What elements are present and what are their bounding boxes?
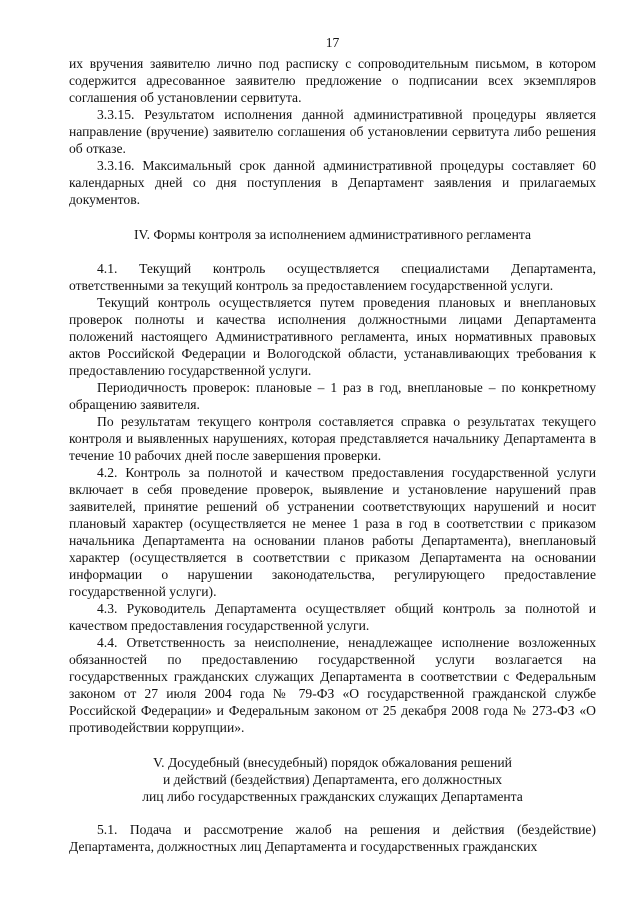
paragraph: 3.3.15. Результатом исполнения данной административной процедуры является направление (вручение) заявителю соглашения об установлении сервитута либо решения об отказе.	[69, 107, 596, 156]
section-5-title-line: и действий (бездействия) Департамента, его должностных	[162, 772, 503, 787]
section-5-title-line: V. Досудебный (внесудебный) порядок обжалования решений	[153, 755, 512, 770]
paragraph: 3.3.16. Максимальный срок данной административной процедуры составляет 60 календарных дней со дня поступления в Департамент заявления и прилагаемых документов.	[69, 158, 596, 207]
section-5-title-line: лиц либо государственных гражданских служащих Департамента	[142, 789, 523, 804]
paragraph: 4.2. Контроль за полнотой и качеством предоставления государственной услуги включает в себя проведение проверок, выявление и установление нарушений прав заявителей, принятие решений об устранении соответствующих нарушений и носит плановый характер (осуществляется не менее 1 раза в год в соответствии с приказом начальника Департамента на основании планов работы Департамента), внеплановый характер (осуществляется в соответствии с приказом Департамента на основании информации о нарушении законодательства, регулирующего предоставление государственной услуги).	[69, 465, 596, 599]
paragraph: 4.1. Текущий контроль осуществляется специалистами Департамента, ответственными за текущий контроль за предоставлением государственной услуги.	[69, 261, 596, 293]
paragraph: 5.1. Подача и рассмотрение жалоб на решения и действия (бездействие) Департамента, должностных лиц Департамента и государственных гражданских	[69, 822, 596, 854]
paragraph: их вручения заявителю лично под расписку с сопроводительным письмом, в котором содержится адресованное заявителю предложение о подписании всех экземпляров соглашения об установлении сервитута.	[69, 56, 596, 105]
paragraph: 4.3. Руководитель Департамента осуществляет общий контроль за полнотой и качеством предоставления государственной услуги.	[69, 601, 596, 633]
paragraph: Текущий контроль осуществляется путем проведения плановых и внеплановых проверок полноты и качества исполнения должностными лицами Департамента положений настоящего Административного регламента, иных нормативных правовых актов Российской Федерации и Вологодской области, устанавливающих требования к предоставлению государственной услуги.	[69, 295, 596, 378]
section-4-title: IV. Формы контроля за исполнением административного регламента	[134, 227, 531, 242]
paragraph: Периодичность проверок: плановые – 1 раз в год, внеплановые – по конкретному обращению заявителя.	[69, 380, 596, 412]
section-5-heading	[69, 754, 596, 805]
section-4-heading	[69, 226, 596, 243]
paragraph: По результатам текущего контроля составляется справка о результатах текущего контроля и выявленных нарушениях, которая представляется начальнику Департамента в течение 10 рабочих дней после завершения проверки.	[69, 414, 596, 463]
page-content	[69, 34, 596, 855]
page-number: 17	[325, 35, 340, 50]
paragraph: 4.4. Ответственность за неисполнение, ненадлежащее исполнение возложенных обязанностей по предоставлению государственной услуги возлагается на государственных гражданских служащих Департамента в соответствии с Федеральным законом от 27 июля 2004 года № 79-ФЗ «О государственной гражданской службе Российской Федерации» и Федеральным законом от 25 декабря 2008 года № 273-ФЗ «О противодействии коррупции».	[69, 635, 596, 735]
